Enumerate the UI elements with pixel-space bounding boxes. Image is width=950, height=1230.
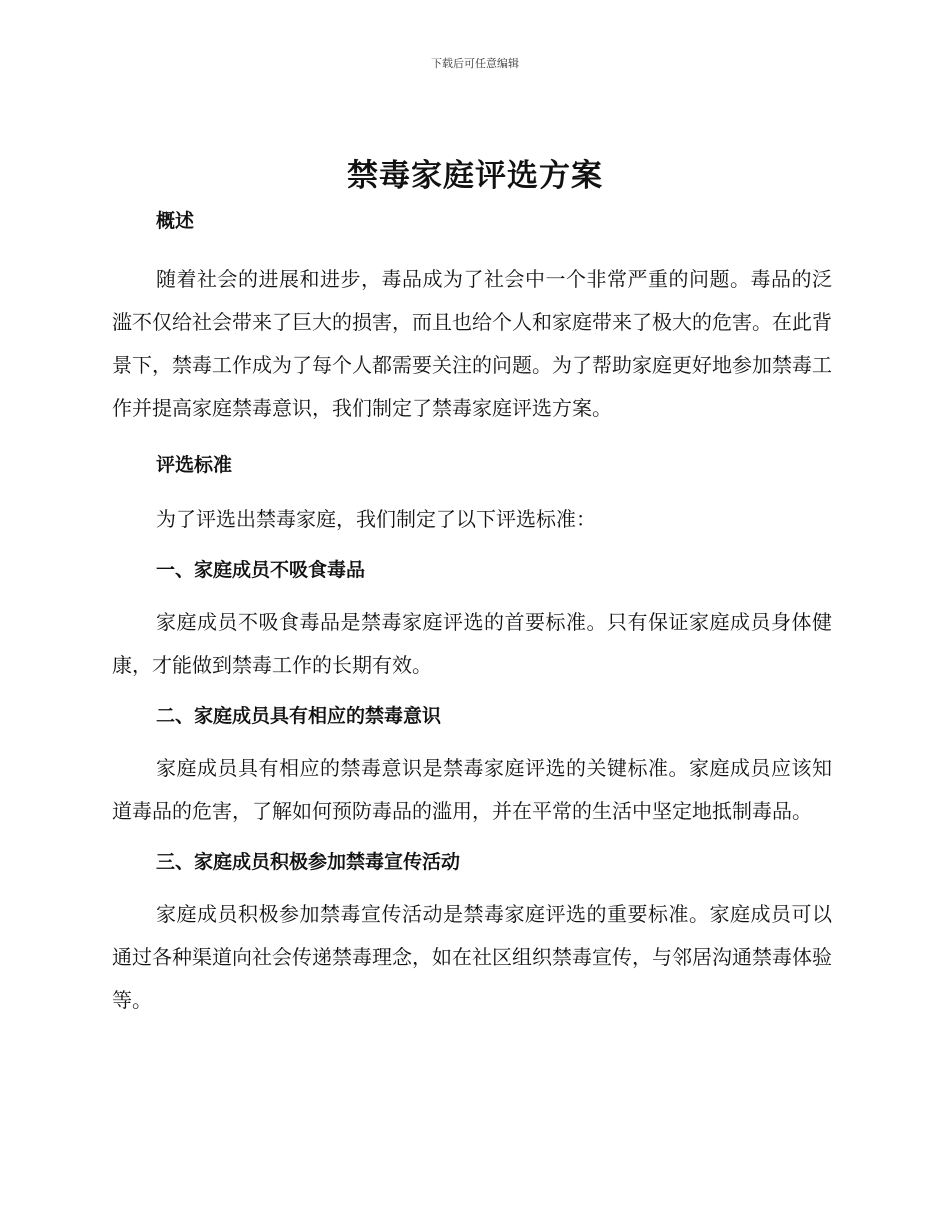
criterion-paragraph-3: 家庭成员积极参加禁毒宣传活动是禁毒家庭评选的重要标准。家庭成员可以通过各种渠道向社会传递禁毒理念，如在社区组织禁毒宣传，与邻居沟通禁毒体验等。 <box>112 902 832 1012</box>
criterion-heading-3: 三、家庭成员积极参加禁毒宣传活动 <box>156 851 461 873</box>
page-header-note: 下载后可任意编辑 <box>431 57 519 70</box>
criterion-paragraph-1: 家庭成员不吸食毒品是禁毒家庭评选的首要标准。只有保证家庭成员身体健康，才能做到禁毒工作的长期有效。 <box>112 610 832 677</box>
document-title: 禁毒家庭评选方案 <box>347 158 603 194</box>
criterion-heading-2: 二、家庭成员具有相应的禁毒意识 <box>156 705 442 727</box>
document-body <box>112 200 832 1022</box>
paragraph-overview: 随着社会的进展和进步，毒品成为了社会中一个非常严重的问题。毒品的泛滥不仅给社会带来了巨大的损害，而且也给个人和家庭带来了极大的危害。在此背景下，禁毒工作成为了每个人都需要关注的问题。为了帮助家庭更好地参加禁毒工作并提高家庭禁毒意识，我们制定了禁毒家庭评选方案。 <box>112 267 832 420</box>
criterion-paragraph-2: 家庭成员具有相应的禁毒意识是禁毒家庭评选的关键标准。家庭成员应该知道毒品的危害，了解如何预防毒品的滥用，并在平常的生活中坚定地抵制毒品。 <box>112 756 832 823</box>
section-heading-overview: 概述 <box>156 210 195 232</box>
paragraph-criteria-intro: 为了评选出禁毒家庭，我们制定了以下评选标准： <box>156 507 596 531</box>
section-heading-criteria: 评选标准 <box>156 454 233 476</box>
criterion-heading-1: 一、家庭成员不吸食毒品 <box>156 559 366 581</box>
